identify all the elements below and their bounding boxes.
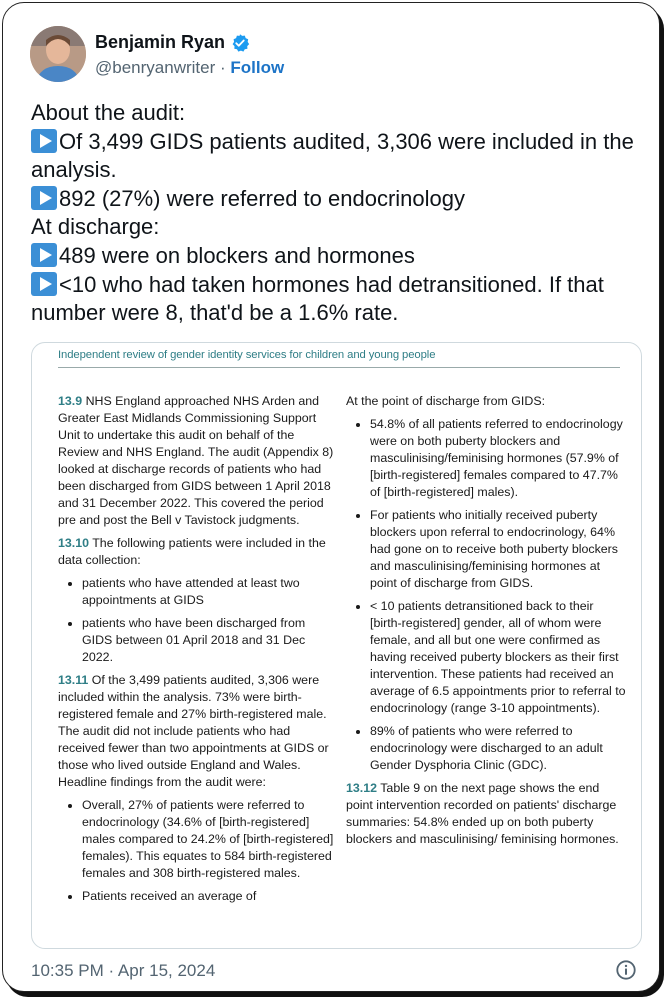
list-item: • 89% of patients who were referred to endocrinology were discharged to an adult Gender Dysphoria Clinic (GDC). bbox=[370, 723, 626, 774]
attached-image[interactable] bbox=[31, 342, 642, 949]
list-item: • Overall, 27% of patients were referred to endocrinology (34.6% of [birth-registered] males compared to 24.2% of [birth-registered] females). This equates to 584 birth-registered females and 308 birth-registered males. bbox=[82, 797, 338, 882]
tweet-timestamp[interactable]: 10:35 PM · Apr 15, 2024 bbox=[31, 961, 216, 980]
tweet-line: About the audit: bbox=[31, 100, 186, 125]
avatar-photo bbox=[30, 26, 86, 82]
paragraph-text: The following patients were included in the data collection: bbox=[58, 536, 326, 567]
tweet-line-text: <10 who had taken hormones had detransitioned. If that number were 8, that'd be a 1.6% rate. bbox=[31, 271, 604, 326]
list-item: • 54.8% of all patients referred to endocrinology were on both puberty blockers and masculinising/feminising hormones (57.9% of [birth-registered] females compared to 47.7% of [birth-registered] males). bbox=[370, 416, 626, 501]
play-button-emoji-icon bbox=[31, 186, 57, 210]
tweet-card bbox=[2, 2, 660, 992]
list-item: • < 10 patients detransitioned back to their [birth-registered] gender, all of whom were female, and all but one were confirmed as having received puberty blockers as their first intervention. These patients had received an average of 6.5 appointments prior to referral to endocrinology (range 3-10 appointments). bbox=[370, 598, 626, 717]
list-item: • patients who have attended at least two appointments at GIDS bbox=[82, 575, 338, 609]
bullet-list bbox=[346, 416, 626, 774]
tweet-line-text: 892 (27%) were referred to endocrinology bbox=[59, 185, 466, 211]
bullet-list bbox=[58, 575, 338, 666]
avatar[interactable] bbox=[30, 26, 86, 82]
verified-badge-icon bbox=[230, 33, 250, 53]
paragraph-13-10 bbox=[58, 535, 338, 569]
paragraph-intro: At the point of discharge from GIDS: bbox=[346, 394, 546, 408]
paragraph-text: Of the 3,499 patients audited, 3,306 were included within the analysis. 73% were birth-registered female and 27% birth-registered male. The audit did not include patients who had received fewer than two appointments at GIDS or those who lived outside England and Wales. Headline findings from the audit were: bbox=[58, 673, 329, 789]
paragraph-text: NHS England approached NHS Arden and Greater East Midlands Commissioning Support Unit to undertake this audit on behalf of the Review and NHS England. The audit (Appendix 8) looked at discharge records of patients who had been discharged from GIDS between 1 April 2018 and 31 December 2022. This covered the period pre and post the Bell v Tavistock judgments. bbox=[58, 394, 334, 527]
paragraph-number: 13.10 bbox=[58, 536, 90, 550]
document-left-column bbox=[58, 393, 338, 911]
follow-button[interactable]: Follow bbox=[230, 58, 285, 77]
tweet-line-text: Of 3,499 GIDS patients audited, 3,306 were included in the analysis. bbox=[31, 128, 634, 183]
list-item: • Patients received an average of bbox=[82, 888, 338, 905]
play-button-emoji-icon bbox=[31, 243, 57, 267]
author-name-row bbox=[95, 32, 250, 53]
author-handle[interactable]: @benryanwriter bbox=[95, 58, 216, 77]
tweet-body bbox=[31, 99, 646, 328]
tweet-line bbox=[31, 271, 646, 328]
paragraph-13-11 bbox=[58, 672, 338, 791]
tweet-line-text: 489 were on blockers and hormones bbox=[59, 242, 415, 268]
tweet-line bbox=[31, 128, 646, 185]
paragraph-13-12 bbox=[346, 780, 626, 848]
tweet-line bbox=[31, 185, 646, 214]
paragraph-number: 13.11 bbox=[58, 673, 89, 687]
paragraph-13-9 bbox=[58, 393, 338, 529]
list-item: • For patients who initially received puberty blockers upon referral to endocrinology, 64% had gone on to receive both puberty blockers and masculinising/feminising hormones at point of discharge from GIDS. bbox=[370, 507, 626, 592]
tweet-line: At discharge: bbox=[31, 214, 160, 240]
document-header: Independent review of gender identity services for children and young people bbox=[58, 349, 620, 368]
bullet-list bbox=[58, 797, 338, 905]
tweet-line bbox=[31, 242, 646, 271]
separator-dot: · bbox=[219, 58, 226, 77]
paragraph-text: Table 9 on the next page shows the end point intervention recorded on patients' discharge summaries: 54.8% ended up on both puberty blockers and masculinising/ feminising hormones. bbox=[346, 781, 619, 846]
document-right-column bbox=[346, 393, 626, 854]
info-icon[interactable] bbox=[615, 959, 637, 981]
author-handle-row bbox=[95, 58, 284, 78]
paragraph-number: 13.12 bbox=[346, 781, 378, 795]
play-button-emoji-icon bbox=[31, 272, 57, 296]
paragraph-number: 13.9 bbox=[58, 394, 83, 408]
play-button-emoji-icon bbox=[31, 129, 57, 153]
author-name[interactable]: Benjamin Ryan bbox=[95, 32, 226, 52]
list-item: • patients who have been discharged from GIDS between 01 April 2018 and 31 Dec 2022. bbox=[82, 615, 338, 666]
